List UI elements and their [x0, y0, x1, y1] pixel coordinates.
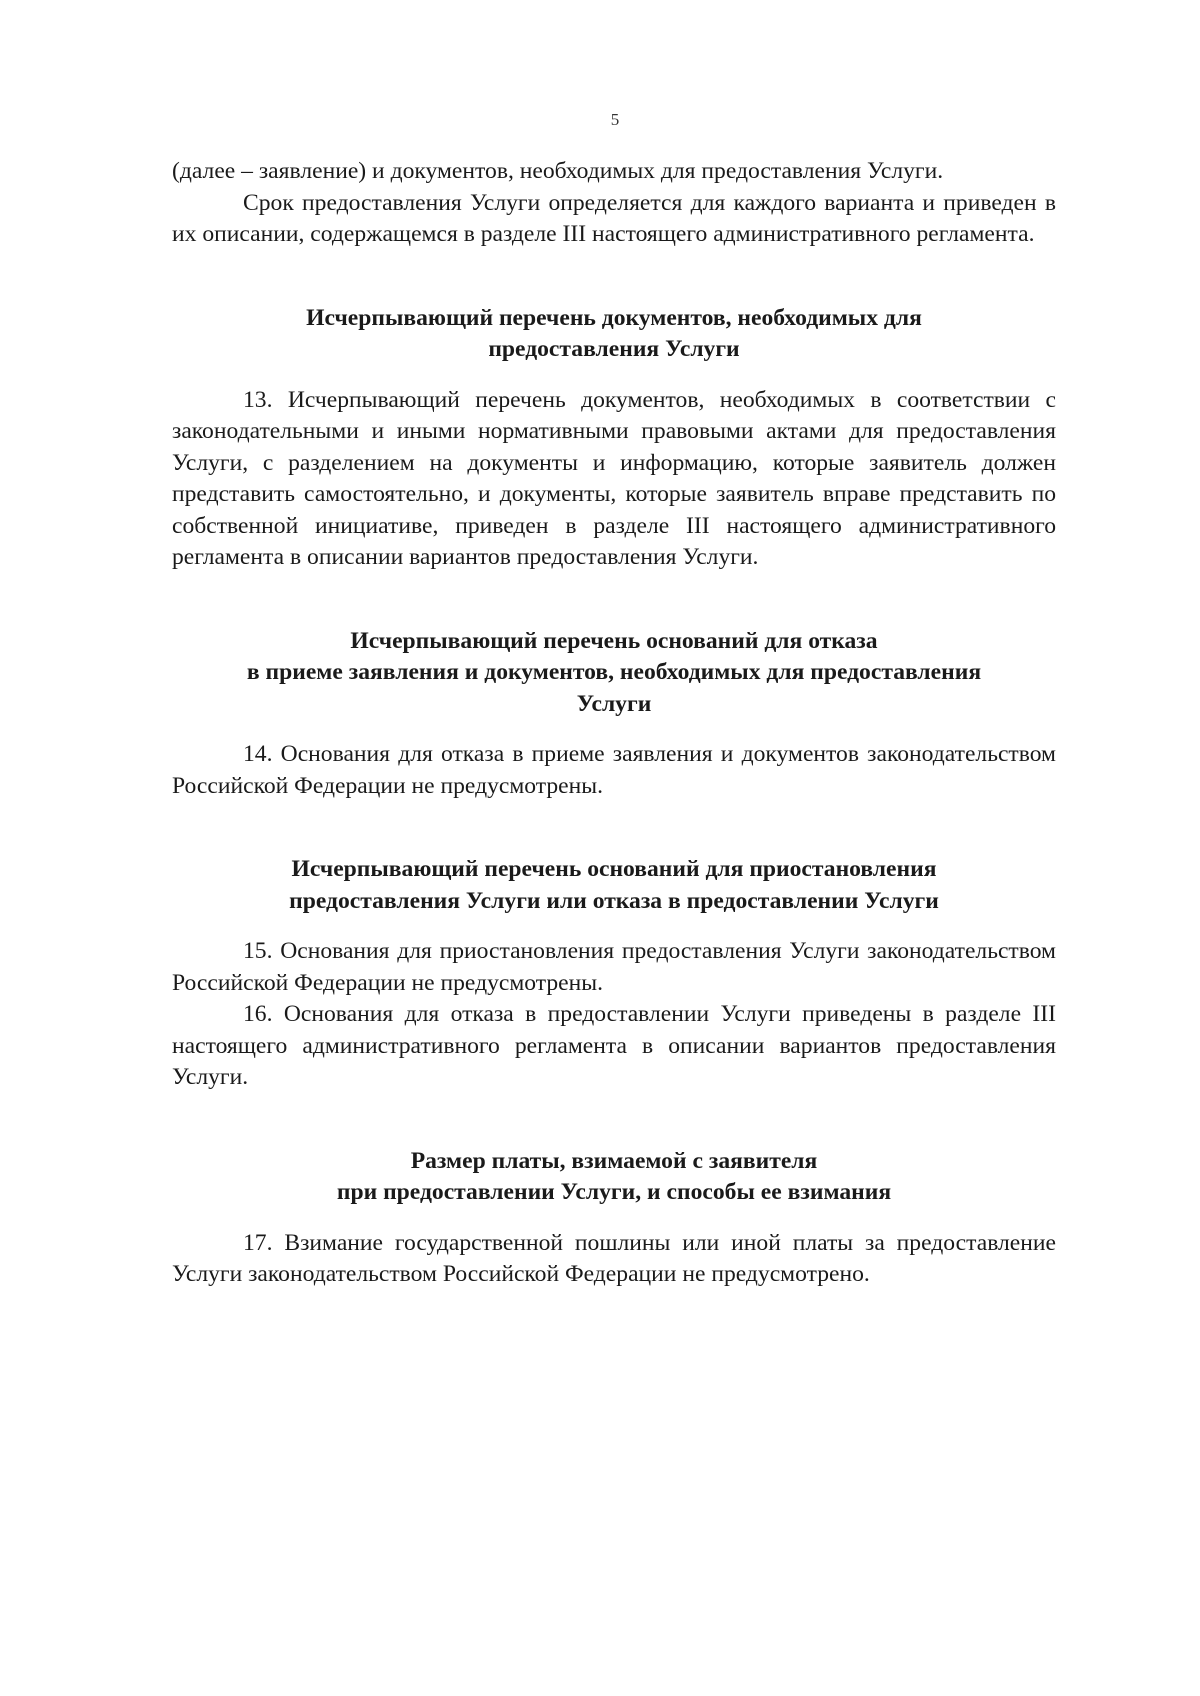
heading-line: предоставления Услуги — [488, 336, 740, 362]
heading-line: при предоставлении Услуги, и способы ее взимания — [336, 1179, 892, 1205]
paragraph-14: 14. Основания для отказа в приеме заявления и документов законодательством Российской Федерации не предусмотрены. — [172, 741, 1056, 799]
intro-paragraph-1: (далее – заявление) и документов, необходимых для предоставления Услуги. — [172, 158, 944, 184]
spacer — [172, 720, 1056, 739]
spacer — [172, 574, 1056, 626]
spacer — [172, 366, 1056, 385]
intro-paragraph-2: Срок предоставления Услуги определяется для каждого варианта и приведен в их описании, содержащемся в разделе III настоящего административного регламента. — [172, 189, 1056, 247]
section-heading-fee — [172, 1146, 1056, 1209]
document-body — [172, 156, 1056, 1291]
heading-line: Исчерпывающий перечень документов, необходимых для — [306, 304, 922, 331]
heading-line: Размер платы, взимаемой с заявителя — [410, 1147, 818, 1174]
paragraph-17: 17. Взимание государственной пошлины или иной платы за предоставление Услуги законодательством Российской Федерации не предусмотрено. — [172, 1229, 1056, 1287]
page-number: 5 — [610, 110, 620, 129]
section-heading-documents — [172, 303, 1056, 366]
spacer — [172, 917, 1056, 936]
spacer — [172, 802, 1056, 854]
spacer — [172, 251, 1056, 303]
heading-line: Исчерпывающий перечень оснований для отказа — [350, 627, 878, 654]
spacer — [172, 1094, 1056, 1146]
paragraph-13: 13. Исчерпывающий перечень документов, необходимых в соответствии с законодательными и иными нормативными правовыми актами для предоставления Услуги, с разделением на документы и информацию, которые заявитель должен представить самостоятельно, и документы, которые заявитель вправе представить по собственной инициативе, приведен в разделе III настоящего административного регламента в описании вариантов предоставления Услуги. — [172, 386, 1056, 570]
section-heading-refusal-reception — [172, 626, 1056, 721]
spacer — [172, 1209, 1056, 1228]
paragraph-16: 16. Основания для отказа в предоставлении Услуги приведены в разделе III настоящего административного регламента в описании вариантов предоставления Услуги. — [172, 1001, 1056, 1090]
heading-line: Услуги — [576, 690, 652, 717]
paragraph-15: 15. Основания для приостановления предоставления Услуги законодательством Российской Федерации не предусмотрены. — [172, 938, 1056, 996]
heading-line: Исчерпывающий перечень оснований для приостановления — [291, 856, 937, 882]
heading-line: предоставления Услуги или отказа в предоставлении Услуги — [289, 887, 939, 914]
section-heading-suspension — [172, 854, 1056, 917]
heading-line: в приеме заявления и документов, необходимых для предоставления — [246, 659, 982, 685]
